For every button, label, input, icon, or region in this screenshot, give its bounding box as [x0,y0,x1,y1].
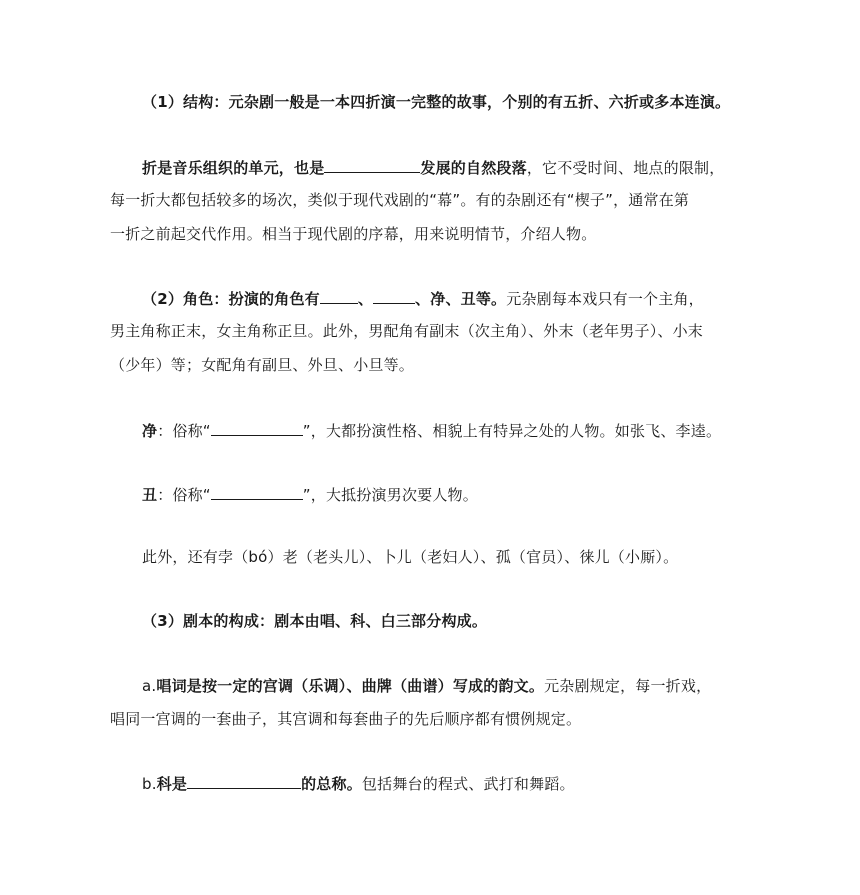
structure-text: （1）结构：元杂剧一般是一本四折演一完整的故事，个别的有五折、六折或多本连演。 [142,93,731,111]
roles-bold-b: 、净、丑等。 [415,290,507,308]
chou-rest-a: ：俗称“ [157,486,211,504]
zhe-paragraph-line-3: 一折之前起交代作用。相当于现代剧的序幕，用来说明情节，介绍人物。 [110,225,597,243]
chou-line [142,484,478,505]
roles-sep: 、 [357,290,374,308]
other-roles-line: 此外，还有孛（bó）老（老头儿）、卜儿（老妇人）、孤（官员）、徕儿（小厮）。 [142,548,679,566]
zhe-bold-a: 折是音乐组织的单元，也是 [142,159,325,177]
script-heading [142,611,487,631]
singing-line-1 [142,676,711,696]
structure-heading [142,92,730,112]
fill-blank-5[interactable] [211,484,303,500]
ke-line [142,773,575,794]
fill-blank-2[interactable] [320,288,358,304]
jing-label: 净 [142,422,158,440]
jing-rest-b: ”，大都扮演性格、相貌上有特异之处的人物。如张飞、李逵。 [302,422,722,440]
zhe-rest: ，它不受时间、地点的限制， [526,159,725,177]
zhe-paragraph-line-2: 每一折大都包括较多的场次，类似于现代戏剧的“幕”。有的杂剧还有“楔子”，通常在第 [110,191,690,209]
chou-rest-b: ”，大抵扮演男次要人物。 [302,486,478,504]
singing-rest: 元杂剧规定，每一折戏， [544,677,712,695]
fill-blank-6[interactable] [187,773,301,789]
singing-bold: 唱词是按一定的宫调（乐调）、曲牌（曲谱）写成的韵文。 [156,677,545,695]
fill-blank-3[interactable] [373,288,415,304]
ke-bold-b: 的总称。 [301,775,362,793]
script-text: （3）剧本的构成：剧本由唱、科、白三部分构成。 [142,612,488,630]
jing-line [142,420,721,441]
singing-prefix: a. [142,677,157,695]
roles-line-1 [142,288,704,309]
ke-prefix: b. [142,775,157,793]
roles-bold-a: （2）角色：扮演的角色有 [142,290,320,308]
roles-line-2: 男主角称正末，女主角称正旦。此外，男配角有副末（次主角）、外末（老年男子）、小末 [110,322,704,340]
roles-rest: 元杂剧每本戏只有一个主角， [506,290,704,308]
jing-rest-a: ：俗称“ [157,422,211,440]
roles-line-3: （少年）等；女配角有副旦、外旦、小旦等。 [110,356,415,374]
fill-blank-4[interactable] [211,420,303,436]
chou-label: 丑 [142,486,158,504]
zhe-bold-b: 发展的自然段落 [420,159,527,177]
zhe-paragraph-line-1 [142,157,724,178]
fill-blank-1[interactable] [324,157,420,173]
ke-rest: 包括舞台的程式、武打和舞蹈。 [361,775,575,793]
ke-bold-a: 科是 [156,775,188,793]
singing-line-2: 唱同一宫调的一套曲子，其宫调和每套曲子的先后顺序都有惯例规定。 [110,710,582,728]
